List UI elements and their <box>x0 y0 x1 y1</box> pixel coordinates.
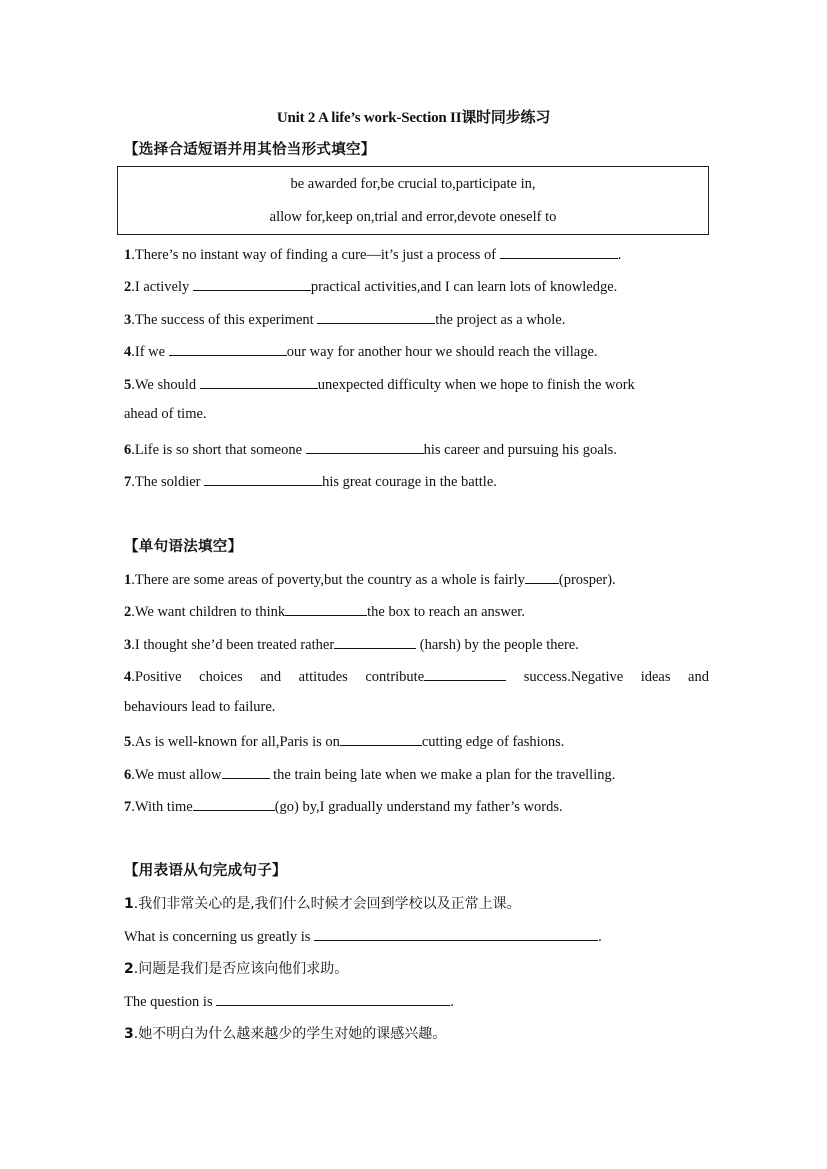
answer-blank[interactable] <box>334 634 416 649</box>
question-text: .Positive choices and attitudes contribute <box>131 669 425 685</box>
question-text-after: unexpected difficulty when we hope to finish the work <box>317 377 635 393</box>
question-number: 6 <box>124 442 132 458</box>
question-text-after: the box to reach an answer. <box>367 604 525 620</box>
answer-blank[interactable] <box>285 601 367 616</box>
question-text-after: (go) by,I gradually understand my father’s words. <box>274 799 563 815</box>
answer-blank[interactable] <box>525 569 559 584</box>
question-text: .There are some areas of poverty,but the country as a whole is fairly <box>131 572 525 588</box>
question-text: .她不明白为什么越来越少的学生对她的课感兴趣。 <box>133 1026 447 1042</box>
sentence-start: The question is <box>124 994 217 1010</box>
question-text-after: . <box>617 247 622 263</box>
question-text-after: his great courage in the battle. <box>322 474 497 490</box>
question-text: .There’s no instant way of finding a cure—it’s just a process of <box>131 247 500 263</box>
answer-blank[interactable] <box>169 341 287 356</box>
section2-heading: 【单句语法填空】 <box>124 539 243 555</box>
question-number: 2 <box>124 279 132 295</box>
phrase-box-line-2: allow for,keep on,trial and error,devote oneself to <box>269 209 557 225</box>
question-text: .We should <box>131 377 200 393</box>
question-number: 7 <box>124 799 132 815</box>
s3-question-3-chinese <box>124 1023 709 1043</box>
question-number: 3 <box>124 637 132 653</box>
question-number: 2 <box>124 961 134 977</box>
s2-question-1 <box>124 569 709 589</box>
question-number: 7 <box>124 474 132 490</box>
question-text-after: the train being late when we make a plan for the travelling. <box>269 767 616 783</box>
s3-question-2-english <box>124 991 709 1011</box>
sentence-start: What is concerning us greatly is <box>124 929 315 945</box>
question-text-after: cutting edge of fashions. <box>421 734 565 750</box>
question-number: 1 <box>124 896 134 912</box>
s2-question-4 <box>124 666 709 686</box>
question-text: .我们非常关心的是,我们什么时候才会回到学校以及正常上课。 <box>133 896 521 912</box>
question-number: 3 <box>124 312 132 328</box>
s1-question-2 <box>124 276 709 296</box>
s2-question-7 <box>124 796 709 816</box>
s1-question-3 <box>124 309 709 329</box>
answer-blank[interactable] <box>340 731 422 746</box>
s1-question-5 <box>124 374 709 394</box>
question-text: .The soldier <box>131 474 205 490</box>
question-text-after: success.Negative ideas and <box>506 669 709 685</box>
question-number: 4 <box>124 669 132 685</box>
question-text: .If we <box>131 344 169 360</box>
question-text: .We want children to think <box>131 604 286 620</box>
question-text-after: our way for another hour we should reach the village. <box>286 344 598 360</box>
s3-question-1-english <box>124 926 709 946</box>
answer-blank[interactable] <box>193 796 275 811</box>
sentence-end: . <box>450 994 454 1010</box>
question-number: 6 <box>124 767 132 783</box>
s3-question-2-chinese <box>124 958 709 978</box>
page-title: Unit 2 A life’s work-Section II课时同步练习 <box>276 110 551 126</box>
question-text-after: (prosper). <box>558 572 616 588</box>
question-text: .We must allow <box>131 767 222 783</box>
s1-question-5-continued: ahead of time. <box>124 406 207 422</box>
s1-question-1 <box>124 244 709 264</box>
question-text-after: the project as a whole. <box>435 312 566 328</box>
answer-blank[interactable] <box>500 244 618 259</box>
s3-question-1-chinese <box>124 893 709 913</box>
answer-blank[interactable] <box>200 374 318 389</box>
s1-question-6 <box>124 439 709 459</box>
question-text-after: his career and pursuing his goals. <box>423 442 617 458</box>
question-number: 5 <box>124 734 132 750</box>
phrase-box-line-1: be awarded for,be crucial to,participate in, <box>290 176 536 192</box>
question-text: .I actively <box>131 279 193 295</box>
answer-blank[interactable] <box>204 471 322 486</box>
question-number: 1 <box>124 572 132 588</box>
question-number: 3 <box>124 1026 134 1042</box>
question-text-after: practical activities,and I can learn lots of knowledge. <box>310 279 618 295</box>
question-text: .I thought she’d been treated rather <box>131 637 335 653</box>
s1-question-4 <box>124 341 709 361</box>
s2-question-2 <box>124 601 709 621</box>
answer-blank[interactable] <box>424 666 506 681</box>
answer-blank[interactable] <box>222 764 270 779</box>
sentence-end: . <box>598 929 602 945</box>
answer-blank[interactable] <box>193 276 311 291</box>
question-text: .With time <box>131 799 193 815</box>
question-number: 5 <box>124 377 132 393</box>
s2-question-3 <box>124 634 709 654</box>
s2-question-4-continued: behaviours lead to failure. <box>124 699 276 715</box>
question-text: .The success of this experiment <box>131 312 318 328</box>
answer-blank[interactable] <box>306 439 424 454</box>
question-number: 1 <box>124 247 132 263</box>
question-text-after: (harsh) by the people there. <box>416 637 579 653</box>
question-text: .问题是我们是否应该向他们求助。 <box>133 961 349 977</box>
answer-blank[interactable] <box>216 991 450 1006</box>
answer-blank[interactable] <box>317 309 435 324</box>
s2-question-6 <box>124 764 709 784</box>
answer-blank[interactable] <box>314 926 598 941</box>
s2-question-5 <box>124 731 709 751</box>
question-number: 2 <box>124 604 132 620</box>
section3-heading: 【用表语从句完成句子】 <box>124 863 287 879</box>
question-text: .Life is so short that someone <box>131 442 306 458</box>
question-number: 4 <box>124 344 132 360</box>
question-text: .As is well-known for all,Paris is on <box>131 734 340 750</box>
phrase-box <box>117 166 709 235</box>
section1-heading: 【选择合适短语并用其恰当形式填空】 <box>124 142 376 158</box>
s1-question-7 <box>124 471 709 491</box>
